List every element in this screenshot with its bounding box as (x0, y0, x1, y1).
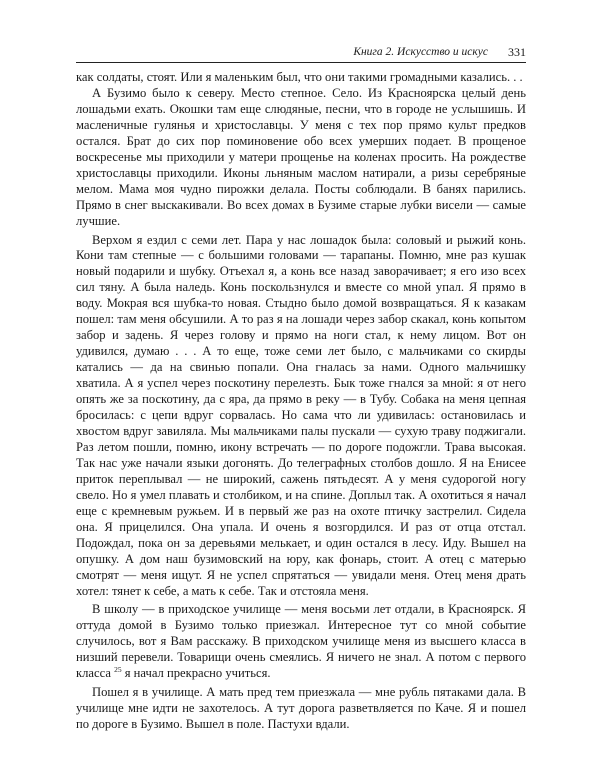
paragraph-continuation: как солдаты, стоят. Или я маленьким был, что они такими громадными казались. . . (76, 70, 523, 84)
running-title: Книга 2. Искусство и искус (353, 46, 488, 58)
body-text (76, 70, 526, 733)
running-header (76, 44, 526, 63)
school-text-before-note: В школу — в приходское училище — меня восьми лет отдали, в Красноярск. Я оттуда домой в Бузимо только приезжал. Интересное тут со мной событие случилось, вот я Вам расскажу. В приходском училище меня из высшего класса в низший перевели. Товарищи очень смеялись. Я ничего не знал. А потом с первого класса (76, 602, 526, 681)
page-number: 331 (508, 45, 526, 59)
paragraph-school (76, 602, 526, 682)
footnote-reference[interactable]: 25 (114, 665, 122, 675)
paragraph-going-to-school: Пошел я в училище. А мать пред тем приезжала — мне рубль пятаками дала. В училище мне идти не захотелось. А тут дорога разветвляется по Каче. Я и пошел по дороге в Бузимо. Вышел в поле. Пастухи вдали. (76, 685, 526, 732)
paragraph-buzimo-village: А Бузимо было к северу. Место степное. Село. Из Красноярска целый день лошадьми ехать. Окошки там еще слюдяные, песни, что в городе не услышишь. И масленичные гулянья и христославцы. У меня с тех пор прямо культ предков остался. Брат до сих пор поминовение обо всех умерших подает. В прощеное воскресенье мы приходили у матери прощенье на коленах просить. На рождестве христославцы приходили. Иконы льняным маслом натирали, а ризы серебряные мелом. Мама моя чудно пирожки делала. Посты соблюдали. В банях парились. Прямо в снег выскакивали. Во всех домах в Бузиме старые лубки висели — самые лучшие. (76, 85, 526, 228)
school-text-after-note: я начал прекрасно учиться. (121, 666, 271, 681)
paragraph-riding-horses: Верхом я ездил с семи лет. Пара у нас лошадок была: соловый и рыжий конь. Кони там степные — с большими головами — тарапаны. Помню, мне раз кушак новый подарили и шубку. Отъехал я, а конь все назад заворачивает; я его изо всех сил тяну. А была наледь. Конь поскользнулся и вместе со мной упал. Я прямо в воду. Мокрая вся шубка-то новая. Стыдно было домой возвращаться. Я к казакам пошел: там меня обсушили. А то раз я на лошади через забор скакал, конь копытом забор и задень. Я через голову и прямо на ноги стал, к нему лицом. Вот он удивился, думаю . . . А то еще, тоже семи лет было, с мальчиками со скирды катались — да на свинью попали. Она гналась за нами. Одного мальчишку хватила. А я успел через поскотину перелезть. Бык тоже гнался за мной: я от него опять же за поскотину, да с яра, да прямо в реку — в Тубу. Собака на меня цепная бросилась: с цепи вдруг сорвалась. Но сама что ли удивилась: остановилась и хвостом вдруг завиляла. Мы мальчиками палы пускали — сухую траву поджигали. Раз летом пошли, помню, икону встречать — по дороге подожгли. Трава высокая. Так нас уже начали языки догонять. До телеграфных столбов дошло. Я на Енисее приток переплывал — не широкий, сажень пятьдесят. А у меня судорогой ногу свело. Но я умел плавать и столбиком, и на спине. Доплыл так. А охотиться я начал еще с кремневым ружьем. И в первый же раз на охоте птичку застрелил. Сидела она. Я прицелился. Она упала. И очень я возгордился. И раз от отца отстал. Подождал, пока он за деревьями мелькает, и один остался в лесу. Иду. Вышел на опушку. А дом наш бузимовский на юру, как фонарь, стоит. А отец с матерью смотрят — меня ищут. Я не успел спрятаться — увидали меня. Отец меня драть хотел: тянет к себе, а мать к себе. Так и отстояла меня. (76, 232, 526, 598)
